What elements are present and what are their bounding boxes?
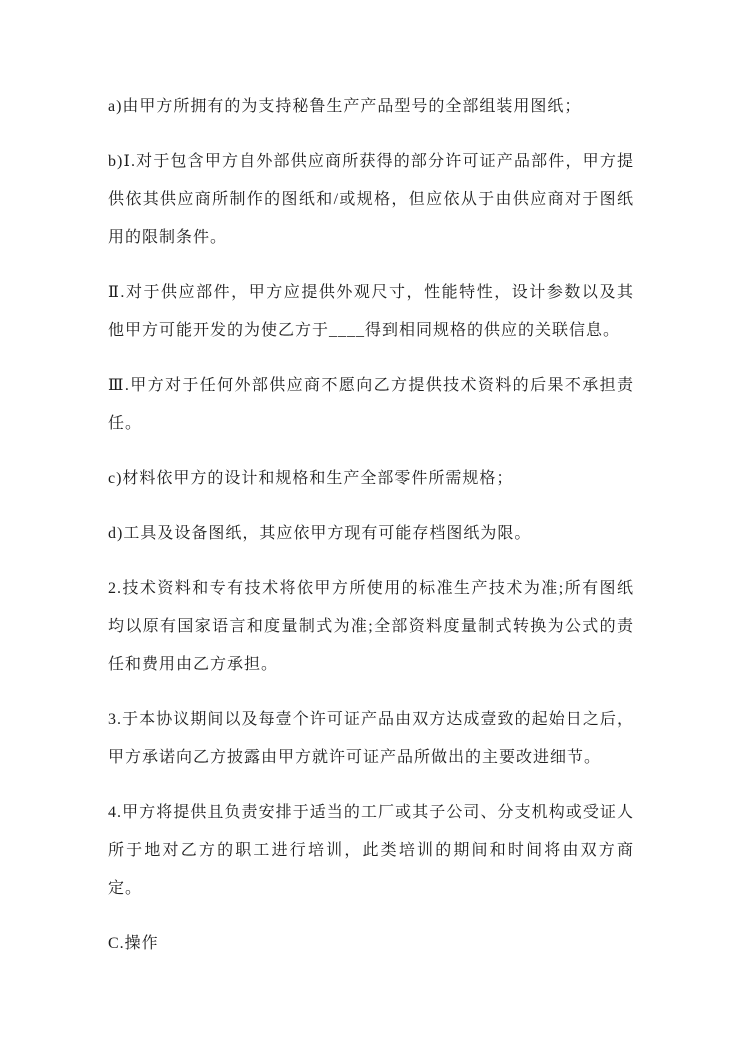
paragraph-b-2: Ⅱ.对于供应部件，甲方应提供外观尺寸，性能特性，设计参数以及其他甲方可能开发的为使乙方于____得到相同规格的供应的关联信息。 (108, 284, 634, 339)
paragraph-b-3: Ⅲ.甲方对于任何外部供应商不愿向乙方提供技术资料的后果不承担责任。 (108, 377, 634, 432)
paragraph-4: 4.甲方将提供且负责安排于适当的工厂或其子公司、分支机构或受证人所于地对乙方的职工进行培训，此类培训的期间和时间将由双方商定。 (108, 804, 634, 897)
paragraph-d: d)工具及设备图纸，其应依甲方现有可能存档图纸为限。 (108, 525, 532, 542)
paragraph-a: a)由甲方所拥有的为支持秘鲁生产产品型号的全部组装用图纸； (108, 98, 582, 115)
paragraph-c: c)材料依甲方的设计和规格和生产全部零件所需规格； (108, 470, 514, 487)
paragraph-3: 3.于本协议期间以及每壹个许可证产品由双方达成壹致的起始日之后，甲方承诺向乙方披露由甲方就许可证产品所做出的主要改进细节。 (108, 711, 634, 766)
paragraph-b-1: b)Ⅰ.对于包含甲方自外部供应商所获得的部分许可证产品部件，甲方提供依其供应商所制作的图纸和/或规格，但应依从于由供应商对于图纸用的限制条件。 (108, 153, 634, 246)
section-heading-c: C.操作 (108, 935, 159, 952)
paragraph-2: 2.技术资料和专有技术将依甲方所使用的标准生产技术为准;所有图纸均以原有国家语言和度量制式为准;全部资料度量制式转换为公式的责任和费用由乙方承担。 (108, 580, 634, 673)
document-body (108, 88, 634, 963)
